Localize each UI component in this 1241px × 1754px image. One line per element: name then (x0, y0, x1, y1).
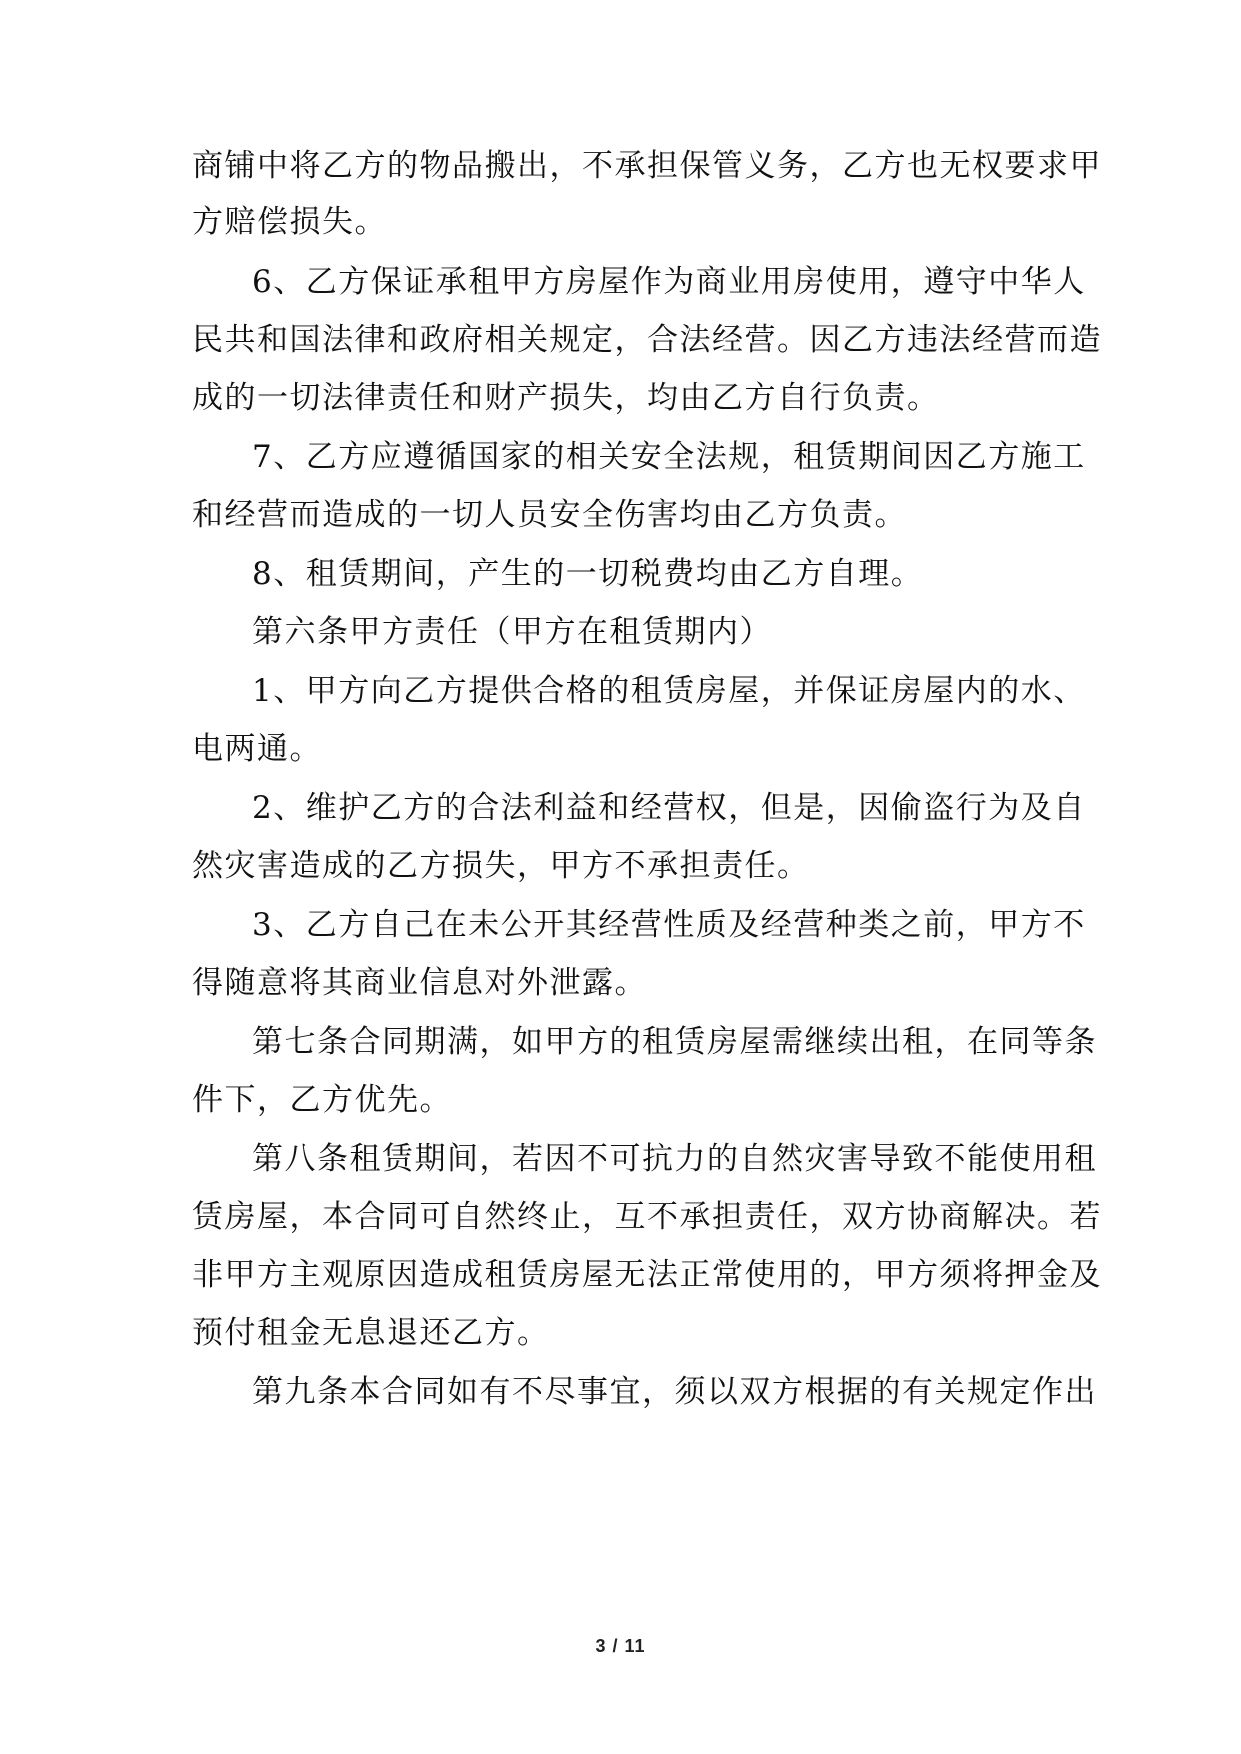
paragraph-line: 成的一切法律责任和财产损失，均由乙方自行负责。 (192, 380, 940, 416)
paragraph-line: 第九条本合同如有不尽事宜，须以双方根据的有关规定作出 (252, 1374, 1097, 1410)
paragraph-line: 预付租金无息退还乙方。 (192, 1315, 550, 1351)
paragraph-line: 8、租赁期间，产生的一切税费均由乙方自理。 (252, 556, 924, 592)
paragraph-line: 商铺中将乙方的物品搬出，不承担保管义务，乙方也无权要求甲 (192, 148, 1102, 184)
section-heading: 第六条甲方责任（甲方在租赁期内） (252, 614, 772, 650)
paragraph-line: 1、甲方向乙方提供合格的租赁房屋，并保证房屋内的水、 (252, 673, 1086, 709)
paragraph-line: 方赔偿损失。 (192, 204, 387, 240)
paragraph-line: 2、维护乙方的合法利益和经营权，但是，因偷盗行为及自 (252, 790, 1086, 826)
paragraph-line: 件下，乙方优先。 (192, 1082, 452, 1118)
paragraph-line: 6、乙方保证承租甲方房屋作为商业用房使用，遵守中华人 (252, 264, 1086, 300)
paragraph-line: 赁房屋，本合同可自然终止，互不承担责任，双方协商解决。若 (192, 1199, 1102, 1235)
page-number: 3 / 11 (595, 1636, 646, 1656)
paragraph-line: 第八条租赁期间，若因不可抗力的自然灾害导致不能使用租 (252, 1141, 1097, 1177)
paragraph-line: 7、乙方应遵循国家的相关安全法规，租赁期间因乙方施工 (252, 439, 1086, 475)
paragraph-line: 3、乙方自己在未公开其经营性质及经营种类之前，甲方不 (252, 907, 1086, 943)
paragraph-line: 电两通。 (192, 731, 322, 767)
paragraph-line: 然灾害造成的乙方损失，甲方不承担责任。 (192, 848, 810, 884)
paragraph-line: 非甲方主观原因造成租赁房屋无法正常使用的，甲方须将押金及 (192, 1257, 1102, 1293)
paragraph-line: 得随意将其商业信息对外泄露。 (192, 965, 647, 1001)
paragraph-line: 民共和国法律和政府相关规定，合法经营。因乙方违法经营而造 (192, 322, 1102, 358)
paragraph-line: 第七条合同期满，如甲方的租赁房屋需继续出租，在同等条 (252, 1024, 1097, 1060)
paragraph-line: 和经营而造成的一切人员安全伤害均由乙方负责。 (192, 497, 907, 533)
